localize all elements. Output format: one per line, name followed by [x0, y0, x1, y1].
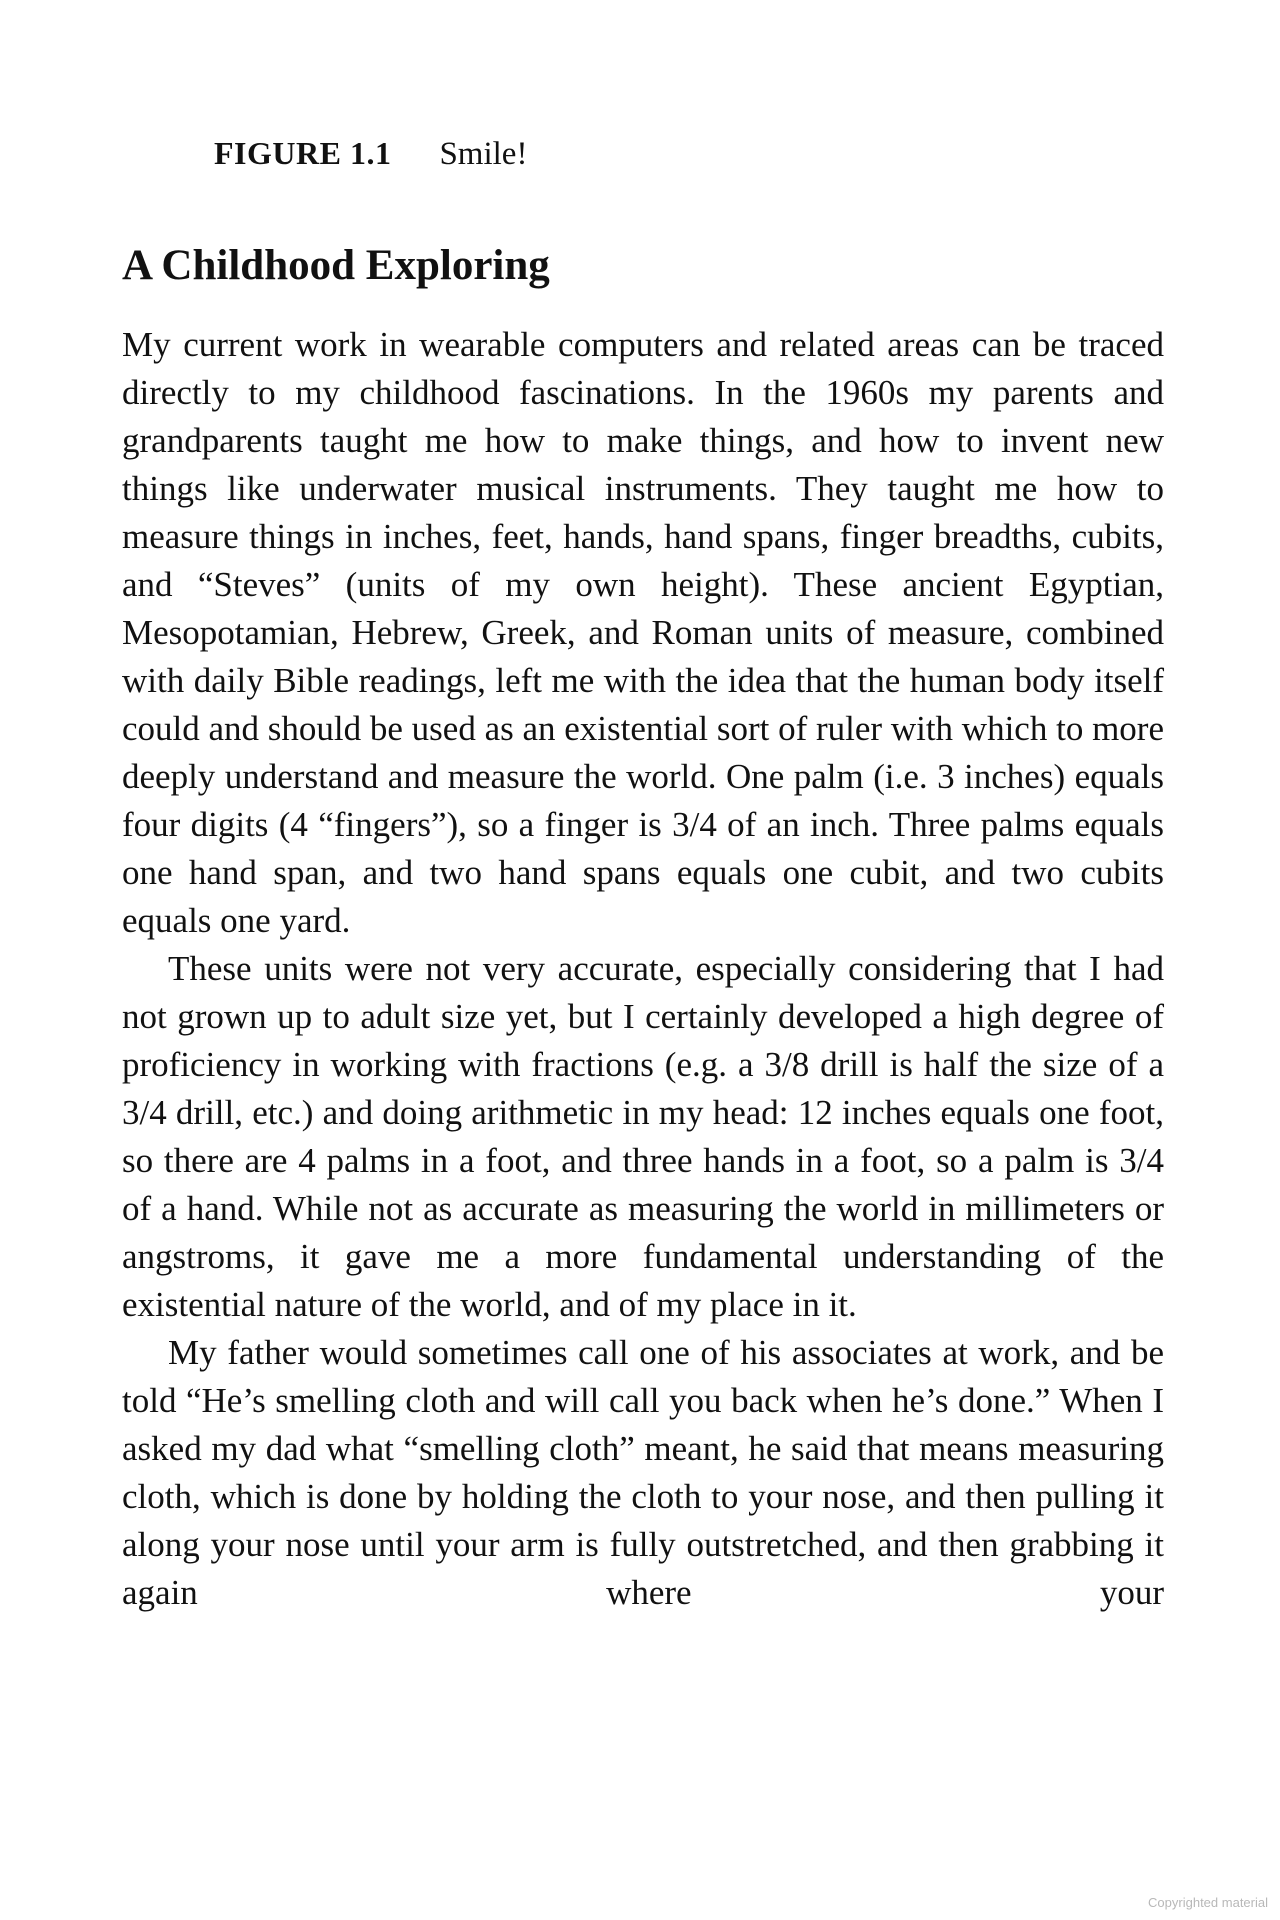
- figure-title: Smile!: [439, 136, 528, 172]
- body-text: [122, 321, 1164, 1617]
- section-heading: A Childhood Exploring: [122, 242, 550, 289]
- figure-label: FIGURE 1.1: [214, 135, 392, 171]
- figure-caption: [214, 133, 527, 174]
- paragraph-2: These units were not very accurate, especially considering that I had not grown up to adult size yet, but I certainly developed a high degree of proficiency in working with fractions (e.g. a 3/8 drill is half the size of a 3/4 drill, etc.) and doing arithmetic in my head: 12 inches equals one foot, so there are 4 palms in a foot, and three hands in a foot, so a palm is 3/4 of a hand. While not as accurate as measuring the world in millimeters or angstroms, it gave me a more fundamental understanding of the existential nature of the world, and of my place in it.: [122, 949, 1164, 1324]
- copyright-watermark: Copyrighted material: [1148, 1895, 1268, 1910]
- paragraph-1: My current work in wearable computers and related areas can be traced directly to my childhood fascinations. In the 1960s my parents and grandparents taught me how to make things, and how to invent new things like underwater musical instruments. They taught me how to measure things in inches, feet, hands, hand spans, finger breadths, cubits, and “Steves” (units of my own height). These ancient Egyptian, Mesopotamian, Hebrew, Greek, and Roman units of measure, combined with daily Bible readings, left me with the idea that the human body itself could and should be used as an existential sort of ruler with which to more deeply understand and measure the world. One palm (i.e. 3 inches) equals four digits (4 “fingers”), so a finger is 3/4 of an inch. Three palms equals one hand span, and two hand spans equals one cubit, and two cubits equals one yard.: [122, 325, 1164, 940]
- paragraph-3: My father would sometimes call one of his associates at work, and be told “He’s smelling cloth and will call you back when he’s done.” When I asked my dad what “smelling cloth” meant, he said that means measuring cloth, which is done by holding the cloth to your nose, and then pulling it along your nose until your arm is fully outstretched, and then grabbing it again where your: [122, 1333, 1164, 1612]
